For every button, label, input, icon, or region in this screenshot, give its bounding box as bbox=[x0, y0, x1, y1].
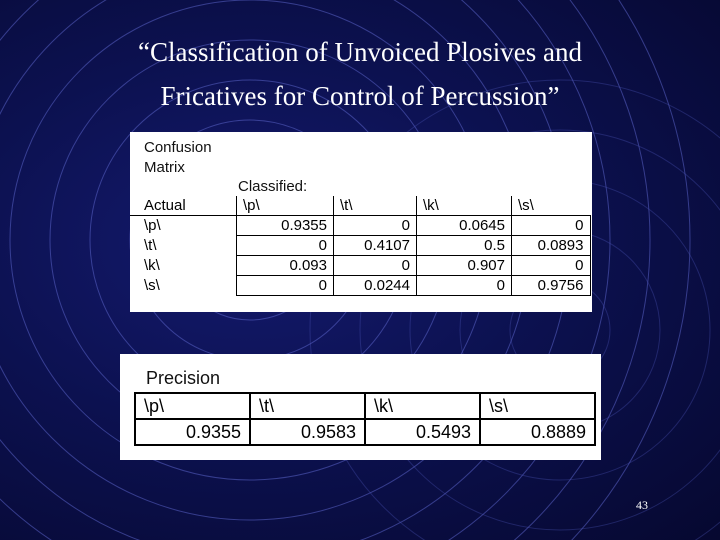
table-row bbox=[130, 236, 590, 256]
matrix-cell: 0.907 bbox=[417, 256, 512, 276]
row-label: \s\ bbox=[144, 277, 160, 294]
slide-title bbox=[40, 30, 680, 118]
column-header: \k\ bbox=[417, 196, 512, 216]
matrix-cell: 0.0645 bbox=[417, 216, 512, 236]
column-header: \s\ bbox=[512, 196, 591, 216]
precision-cell: 0.9355 bbox=[135, 419, 250, 445]
matrix-cell: 0.093 bbox=[237, 256, 334, 276]
table-row bbox=[130, 276, 590, 296]
matrix-cell: 0.9355 bbox=[237, 216, 334, 236]
matrix-cell: 0.4107 bbox=[334, 236, 417, 256]
confusion-matrix-panel bbox=[130, 132, 592, 312]
table-row bbox=[130, 216, 590, 236]
matrix-cell: 0.0244 bbox=[334, 276, 417, 296]
classified-label: Classified: bbox=[238, 178, 308, 195]
row-label: \k\ bbox=[144, 257, 160, 274]
matrix-cell: 0.9756 bbox=[512, 276, 591, 296]
caption-line-1: Confusion bbox=[144, 139, 212, 156]
precision-table bbox=[134, 392, 596, 446]
column-header: \p\ bbox=[135, 393, 250, 419]
slide-title-line-1: “Classification of Unvoiced Plosives and bbox=[138, 37, 582, 67]
confusion-matrix-caption bbox=[144, 138, 212, 178]
column-header: \t\ bbox=[250, 393, 365, 419]
actual-header: Actual bbox=[130, 196, 237, 216]
matrix-cell: 0 bbox=[334, 216, 417, 236]
confusion-header-row bbox=[130, 196, 590, 216]
matrix-cell: 0 bbox=[512, 216, 591, 236]
precision-values-row bbox=[135, 419, 595, 445]
precision-caption: Precision bbox=[146, 368, 221, 388]
precision-cell: 0.8889 bbox=[480, 419, 595, 445]
confusion-matrix-table bbox=[130, 196, 591, 296]
column-header: \s\ bbox=[480, 393, 595, 419]
matrix-cell: 0 bbox=[512, 256, 591, 276]
column-header: \k\ bbox=[365, 393, 480, 419]
column-header: \p\ bbox=[237, 196, 334, 216]
column-header: \t\ bbox=[334, 196, 417, 216]
row-label: \t\ bbox=[144, 237, 157, 254]
caption-line-2: Matrix bbox=[144, 159, 185, 176]
matrix-cell: 0.0893 bbox=[512, 236, 591, 256]
slide-title-line-2: Fricatives for Control of Percussion” bbox=[160, 81, 560, 111]
matrix-cell: 0 bbox=[237, 236, 334, 256]
precision-cell: 0.9583 bbox=[250, 419, 365, 445]
matrix-cell: 0.5 bbox=[417, 236, 512, 256]
precision-panel bbox=[120, 354, 601, 460]
matrix-cell: 0 bbox=[237, 276, 334, 296]
row-label: \p\ bbox=[144, 217, 161, 235]
precision-cell: 0.5493 bbox=[365, 419, 480, 445]
matrix-cell: 0 bbox=[417, 276, 512, 296]
matrix-cell: 0 bbox=[334, 256, 417, 276]
precision-header-row bbox=[135, 393, 595, 419]
table-row bbox=[130, 256, 590, 276]
slide-number: 43 bbox=[636, 498, 648, 512]
